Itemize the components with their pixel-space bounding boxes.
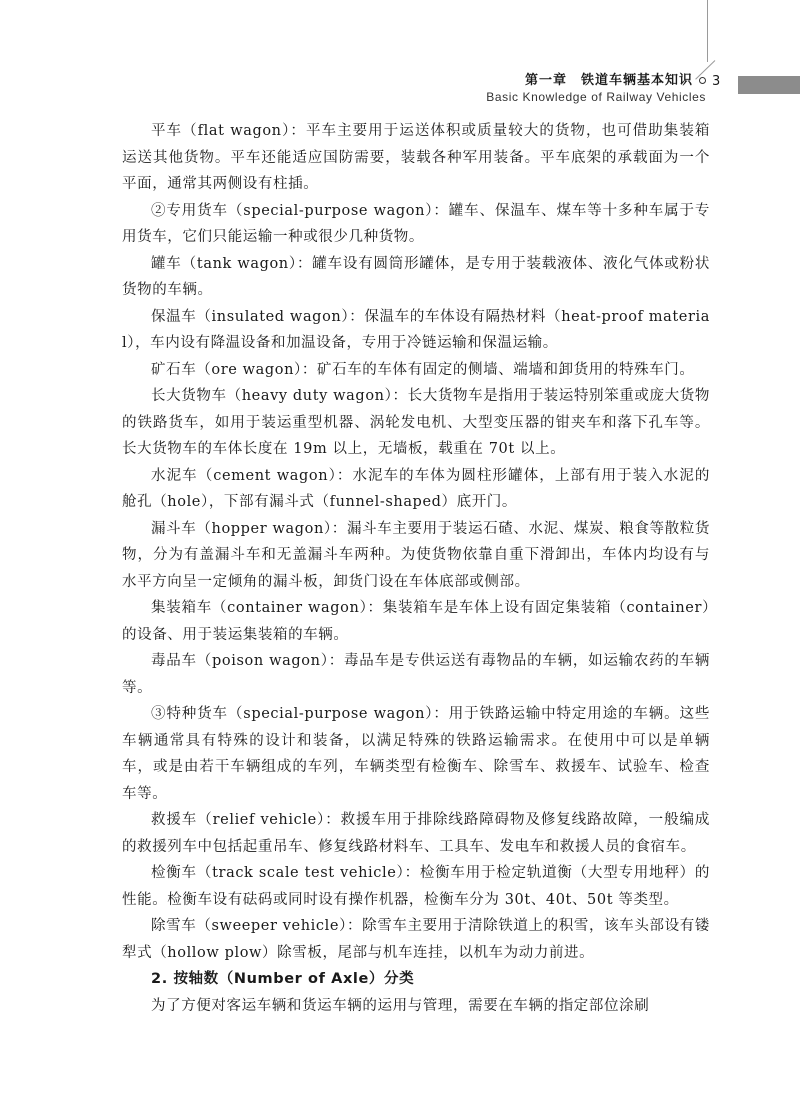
paragraph-flat-wagon: 平车（flat wagon）：平车主要用于运送体积或质量较大的货物，也可借助集装箱运送其他货物。平车还能适应国防需要，装载各种军用装备。平车底架的承载面为一个平面，通常其两侧设有柱插。	[122, 123, 710, 192]
paragraph-sweeper-vehicle: 除雪车（sweeper vehicle）：除雪车主要用于清除铁道上的积雪，该车头部设有镂犁式（hollow plow）除雪板，尾部与机车连挂，以机车为动力前进。	[122, 918, 710, 961]
paragraph-axle-intro: 为了方便对客运车辆和货运车辆的运用与管理，需要在车辆的指定部位涂刷	[151, 997, 650, 1014]
paragraph-relief-vehicle: 救援车（relief vehicle）：救援车用于排除线路障碍物及修复线路故障，一般编成的救援列车中包括起重吊车、修复线路材料车、工具车、发电车和救援人员的食宿车。	[122, 812, 710, 855]
chapter-title: 第一章 铁道车辆基本知识	[486, 72, 706, 89]
paragraph-container-wagon: 集装箱车（container wagon）：集装箱车是车体上设有固定集装箱（container）的设备、用于装运集装箱的车辆。	[122, 600, 710, 643]
paragraph-special-wagon: ③特种货车（special-purpose wagon）：用于铁路运输中特定用途的车辆。这些车辆通常具有特殊的设计和装备，以满足特殊的铁路运输需求。在使用中可以是单辆车，或是由若干车辆组成的车列，车辆类型有检衡车、除雪车、救援车、试验车、检查车等。	[122, 706, 710, 802]
section-heading-number-of-axle: 2. 按轴数（Number of Axle）分类	[151, 971, 415, 987]
page-number: 3	[712, 74, 721, 89]
running-header	[486, 72, 706, 105]
corner-line-vertical	[707, 0, 708, 62]
paragraph-hopper-wagon: 漏斗车（hopper wagon）：漏斗车主要用于装运石碴、水泥、煤炭、粮食等散粒货物，分为有盖漏斗车和无盖漏斗车两种。为使货物依靠自重下滑卸出，车体内均设有与水平方向呈一定倾角的漏斗板，卸货门设在车体底部或侧部。	[122, 520, 710, 590]
paragraph-heavy-duty-wagon: 长大货物车（heavy duty wagon）：长大货物车是指用于装运特别笨重或庞大货物的铁路货车，如用于装运重型机器、涡轮发电机、大型变压器的钳夹车和落下孔车等。长大货物车的车体长度在 19m 以上，无墙板，载重在 70t 以上。	[122, 388, 710, 457]
bullet-icon	[699, 77, 706, 84]
paragraph-poison-wagon: 毒品车（poison wagon）：毒品车是专供运送有毒物品的车辆，如运输农药的车辆等。	[122, 653, 710, 696]
paragraph-insulated-wagon: 保温车（insulated wagon）：保温车的车体设有隔热材料（heat-proof material），车内设有降温设备和加温设备，专用于冷链运输和保温运输。	[122, 308, 710, 351]
paragraph-ore-wagon: 矿石车（ore wagon）：矿石车的车体有固定的侧墙、端墙和卸货用的特殊车门。	[151, 361, 695, 378]
paragraph-tank-wagon: 罐车（tank wagon）：罐车设有圆筒形罐体，是专用于装载液体、液化气体或粉状货物的车辆。	[122, 255, 710, 298]
paragraph-special-purpose-wagon: ②专用货车（special-purpose wagon）：罐车、保温车、煤车等十多种车属于专用货车，它们只能运输一种或很少几种货物。	[122, 202, 710, 245]
paragraph-track-scale-test-vehicle: 检衡车（track scale test vehicle）：检衡车用于检定轨道衡（大型专用地秤）的性能。检衡车设有砝码或同时设有操作机器，检衡车分为 30t、40t、50t 等类型。	[122, 865, 710, 908]
side-tab-bar	[738, 76, 800, 94]
paragraph-cement-wagon: 水泥车（cement wagon）：水泥车的车体为圆柱形罐体，上部有用于装入水泥的舱孔（hole），下部有漏斗式（funnel-shaped）底开门。	[122, 467, 710, 510]
body-text	[122, 118, 710, 1019]
chapter-subtitle: Basic Knowledge of Railway Vehicles	[486, 90, 706, 104]
